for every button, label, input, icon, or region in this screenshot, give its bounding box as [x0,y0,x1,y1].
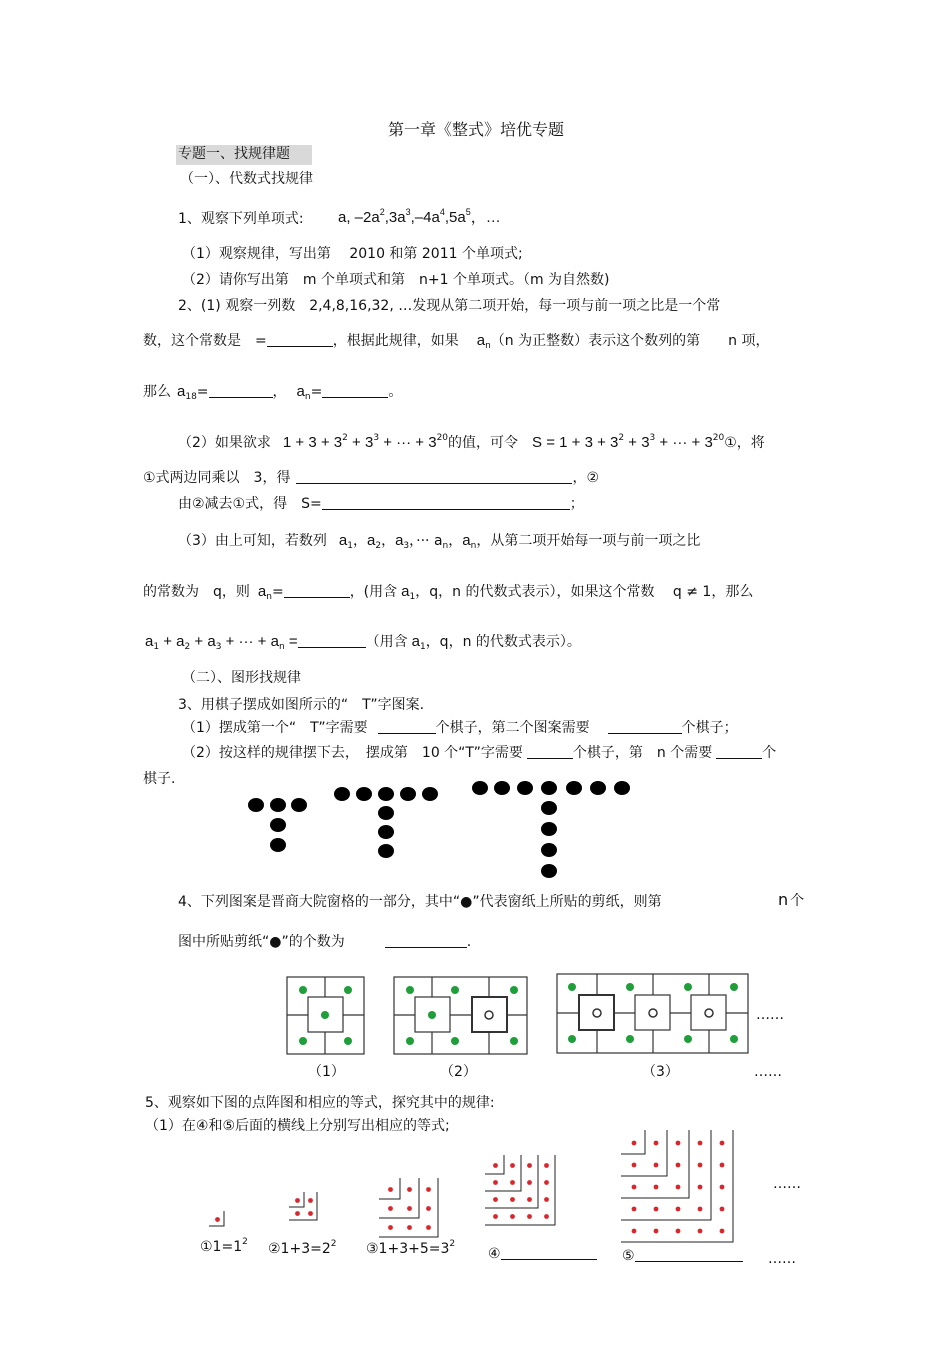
red-dot [493,1214,498,1219]
q2-line9: $a_1 + a_2 + a_3$ + ··· + $a_n$ = （用含 $a_1$，q，n 的代数式表示）。 [145,633,581,652]
answer-blank[interactable] [501,1245,597,1260]
dot-array-1 [209,1211,224,1226]
q5-line2: （1）在④和⑤后面的横线上分别写出相应的等式; [145,1118,450,1134]
red-dot [493,1197,498,1202]
red-dot [407,1206,412,1211]
subsection-heading: （二）、图形找规律 [182,670,301,686]
red-dot [654,1207,659,1212]
q2-line1: 2、(1) 观察一列数 2,4,8,16,32, …发现从第二项开始，每一项与前一项之比是一个常 [178,298,721,314]
q2-line6: 由②减去①式，得 S= ； [178,496,584,512]
q3-line2: （1）摆成第一个“ T”字需要 个棋子，第二个图案需要 个棋子； [182,720,738,736]
q1-lead: 1、观察下列单项式: [178,211,304,227]
red-dot [544,1197,549,1202]
q2-line4: （2）如果欲求 $1 + 3 + 3^2 + 3^3$ + ··· + $3^{20}$的值，可令 $S = 1 + 3 + 3^2 + 3^3$ + ··· + $3^{20}①$，将 [178,433,765,451]
red-dot [632,1141,637,1146]
red-dot [426,1206,431,1211]
red-dot [676,1207,681,1212]
q4-n: n 个 [778,890,805,909]
red-dot [720,1185,725,1190]
red-dot [632,1207,637,1212]
red-dot [544,1214,549,1219]
figure-label: （3） [642,1064,679,1080]
red-dot [308,1198,313,1203]
red-dot [407,1187,412,1192]
subsection-heading: （一）、代数式找规律 [180,171,313,187]
red-dot [510,1163,515,1168]
red-dot [654,1185,659,1190]
q3-line1: 3、用棋子摆成如图所示的“ T”字图案. [178,697,425,713]
red-dot [720,1229,725,1234]
page-title: 第一章《整式》培优专题 [388,120,565,139]
red-dot [510,1214,515,1219]
red-dot [493,1180,498,1185]
equation-5: ⑤ [622,1247,743,1265]
continuation-dots: …… [773,1176,801,1192]
q5-line1: 5、观察如下图的点阵图和相应的等式，探究其中的规律: [145,1095,495,1111]
l-separator [289,1192,317,1220]
red-dot [388,1206,393,1211]
red-dot [654,1229,659,1234]
q4-line2: 图中所贴剪纸“●”的个数为 . [178,934,472,950]
q1-part1: （1）观察规律，写出第 2010 和第 2011 个单项式; [182,246,523,262]
red-dot [510,1197,515,1202]
q2-line5: ①式两边同乘以 3，得 ，② [143,470,600,486]
l-separator [379,1178,419,1218]
red-dot [544,1180,549,1185]
q3-line4: 棋子. [143,771,176,787]
figure-label: （1） [308,1064,345,1080]
red-dot [308,1211,313,1216]
q3-line3: （2）按这样的规律摆下去， 摆成第 10 个“T”字需要 个棋子，第 n 个需要 个 [182,745,777,761]
continuation-dots: …… [768,1251,796,1267]
red-dot [720,1207,725,1212]
red-dot [527,1163,532,1168]
red-dot [698,1207,703,1212]
figure-label: （2） [440,1064,477,1080]
q2-line2: 数，这个常数是 = ，根据此规律，如果 $a_n(n$ 为正整数）表示这个数列的第 n 项， [143,332,770,351]
red-dot [632,1163,637,1168]
q2-line8: 的常数为 q，则 $a_n=$ ，(用含 $a_1$，q，n 的代数式表示），如果这个常数 q ≠ 1，那么 [143,583,754,602]
dot-array-5 [621,1130,733,1242]
dot-array-2 [289,1192,317,1220]
red-dot [698,1229,703,1234]
equation-1: $①1=1^2$ [200,1237,248,1255]
red-dot [720,1163,725,1168]
l-separator [621,1130,667,1176]
section-heading: 专题一、找规律题 [176,145,312,165]
dot-array-4 [485,1155,555,1225]
red-dot [426,1225,431,1230]
red-dot [632,1185,637,1190]
red-dot [426,1187,431,1192]
red-dot [527,1197,532,1202]
equation-2: $②1+3=2^2$ [268,1239,337,1257]
equation-3: $③1+3+5=3^2$ [366,1239,456,1257]
answer-blank[interactable] [635,1247,743,1262]
q4-line1: 4、下列图案是晋商大院窗格的一部分，其中“●”代表窗纸上所贴的剪纸，则第 [178,894,662,910]
red-dot [654,1163,659,1168]
red-dot [698,1163,703,1168]
red-dot [676,1229,681,1234]
q1-part2: （2）请你写出第 m 个单项式和第 n+1 个单项式。（m 为自然数) [182,272,610,288]
red-dot [295,1198,300,1203]
equation-4: ④ [488,1245,597,1263]
red-dot [676,1141,681,1146]
red-dot [720,1141,725,1146]
red-dot [544,1163,549,1168]
red-dot [510,1180,515,1185]
q1-monomials: a, $-2a^2,3a^3,-4a^4,5a^5$，… [338,207,501,226]
continuation-dots: …… [756,1007,784,1023]
red-dot [407,1225,412,1230]
q2-line7: （3）由上可知，若数列 $a_1$，$a_2$，$a_3$，··· $a_n$，$a_n$，从第二项开始每一项与前一项之比 [178,532,701,551]
red-dot [676,1163,681,1168]
red-dot [698,1141,703,1146]
red-dot [527,1214,532,1219]
dot-array-3 [379,1178,438,1237]
red-dot [654,1141,659,1146]
q2-line3: 那么 $a_{18}=$ ， $a_n=$ 。 [143,383,403,402]
red-dot [388,1187,393,1192]
l-separator [485,1155,521,1191]
red-dot [676,1185,681,1190]
continuation-dots: …… [754,1064,782,1080]
red-dot [698,1185,703,1190]
red-dot [527,1180,532,1185]
red-dot [493,1163,498,1168]
red-dot [632,1229,637,1234]
red-dot [295,1211,300,1216]
red-dot [388,1225,393,1230]
red-dot [215,1217,220,1222]
